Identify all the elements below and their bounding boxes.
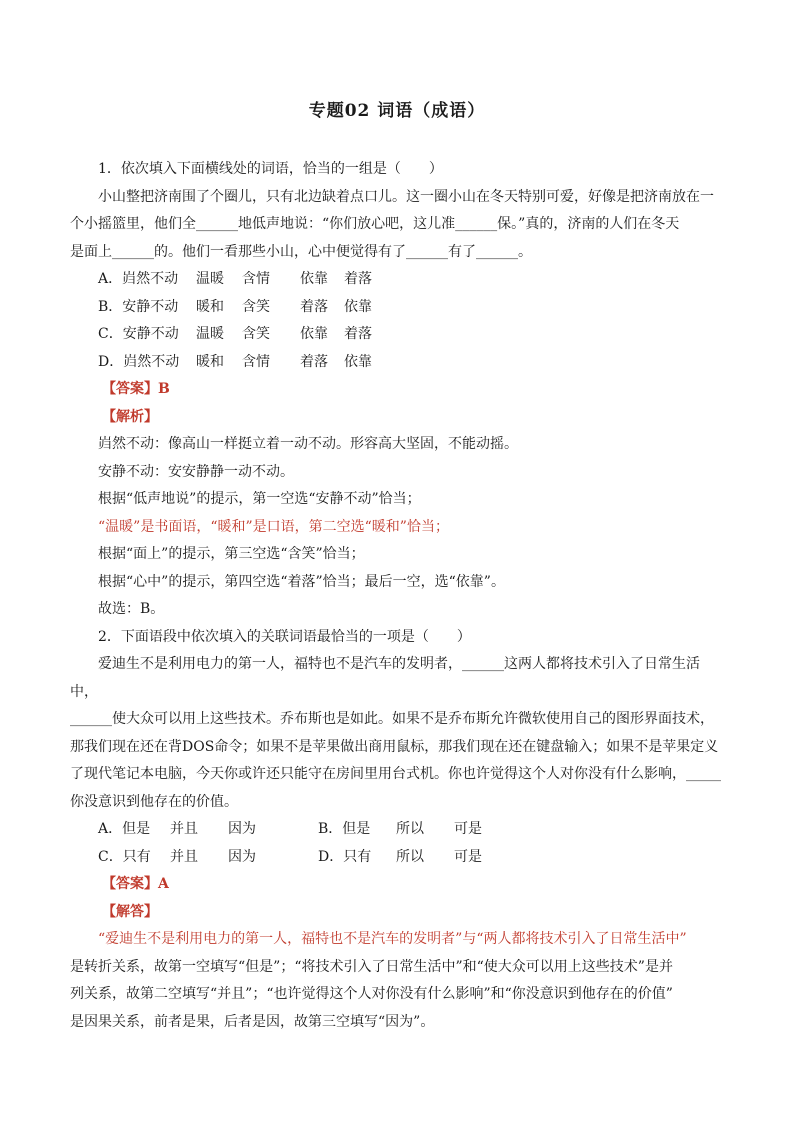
option-text: 着落 — [344, 326, 372, 342]
option-text: B．但是 — [318, 821, 371, 837]
option-text: 可是 — [454, 821, 482, 837]
page-title: 专题02 词语（成语） — [308, 101, 486, 121]
option-text: 依靠 — [300, 326, 328, 342]
question-2-passage-line: 中， — [70, 683, 98, 700]
option-text: 含笑 — [242, 326, 270, 342]
question-1-option-d — [70, 349, 730, 377]
question-2-options-row-1 — [70, 816, 730, 844]
question-2-passage-line: 了现代笔记本电脑，今天你或许还只能守在房间里用台式机。你也许觉得这个人对你没有什么影响，_____ — [70, 766, 721, 782]
analysis-line: 安静不动：安安静静一动不动。 — [98, 463, 294, 480]
option-text: 温暖 — [196, 326, 224, 342]
question-1-analysis — [70, 431, 730, 624]
option-text: D．只有 — [318, 848, 372, 865]
option-text: 暖和 — [196, 353, 224, 370]
option-text: 因为 — [228, 821, 256, 837]
question-1-passage-line: 是面上______的。他们一看那些小山，心中便觉得有了______有了______。 — [70, 243, 532, 260]
option-text: 依靠 — [344, 353, 372, 370]
analysis-line: 是因果关系，前者是果，后者是因，故第三空填写“因为”。 — [70, 1013, 435, 1030]
option-text: 所以 — [396, 821, 424, 837]
analysis-line: 列关系，故第二空填写“并且”；“也许觉得这个人对你没有什么影响”和“你没意识到他存在的价值” — [70, 986, 673, 1002]
question-1-option-b — [70, 294, 730, 322]
analysis-line: “爱迪生不是利用电力的第一人，福特也不是汽车的发明者”与“两人都将技术引入了日常生活中” — [98, 931, 687, 947]
question-1-stem: 1．依次填入下面横线处的词语，恰当的一组是（ ） — [98, 161, 443, 177]
option-text: D．岿然不动 — [98, 353, 180, 370]
question-1-option-c — [70, 321, 730, 349]
option-text: C．安静不动 — [98, 326, 179, 342]
option-text: 所以 — [396, 848, 424, 865]
option-text: A．但是 — [98, 821, 151, 837]
option-text: 着落 — [300, 298, 328, 315]
question-2-passage-line: ______使大众可以用上这些技术。乔布斯也是如此。如果不是乔布斯允许微软使用自己的图形界面技术， — [70, 711, 714, 727]
question-2-analysis — [70, 926, 730, 1036]
question-2-passage-line: 那我们现在还在背DOS命令；如果不是苹果做出商用鼠标，那我们现在还在键盘输入；如果不是苹果定义 — [70, 738, 719, 755]
analysis-line: 根据“面上”的提示，第三空选“含笑”恰当； — [98, 546, 365, 562]
analysis-line: 根据“低声地说”的提示，第一空选“安静不动”恰当； — [98, 491, 421, 507]
analysis-line: 根据“心中”的提示，第四空选“着落”恰当；最后一空，选“依靠”。 — [98, 573, 505, 590]
question-1-option-a — [70, 266, 730, 294]
question-1-passage-line: 个小摇篮里，他们全______地低声地说：“你们放心吧，这儿准______保。”真的，济南的人们在冬天 — [70, 216, 680, 232]
question-2-passage-line: 爱迪生不是利用电力的第一人，福特也不是汽车的发明者，______这两人都将技术引入了日常生活 — [98, 656, 700, 672]
option-text: 可是 — [454, 848, 482, 865]
option-text: C．只有 — [98, 848, 151, 865]
option-text: 温暖 — [196, 271, 224, 287]
analysis-line: “温暖”是书面语，“暖和”是口语，第二空选“暖和”恰当； — [98, 518, 449, 535]
question-2-passage-line: 你没意识到他存在的价值。 — [70, 793, 238, 810]
option-text: 因为 — [228, 848, 256, 865]
option-text: 并且 — [170, 848, 198, 865]
question-1-analysis-label: 【解析】 — [102, 408, 158, 425]
document-body — [70, 156, 730, 1036]
question-2-answer: 【答案】A — [102, 876, 169, 892]
analysis-line: 故选：B。 — [98, 601, 165, 617]
analysis-line: 是转折关系，故第一空填写“但是”；“将技术引入了日常生活中”和“使大众可以用上这些技术”是并 — [70, 958, 673, 975]
option-text: 依靠 — [344, 298, 372, 315]
question-2-stem: 2．下面语段中依次填入的关联词语最恰当的一项是（ ） — [98, 628, 471, 645]
option-text: 含笑 — [242, 298, 270, 315]
question-2-analysis-label: 【解答】 — [102, 903, 158, 920]
option-text: 依靠 — [300, 271, 328, 287]
question-1-answer: 【答案】B — [102, 381, 170, 397]
option-text: 着落 — [300, 353, 328, 370]
option-text: 着落 — [344, 271, 372, 287]
option-text: 含情 — [242, 353, 270, 370]
option-text: 暖和 — [196, 298, 224, 315]
question-1-passage-line: 小山整把济南围了个圈儿，只有北边缺着点口儿。这一圈小山在冬天特别可爱，好像是把济南放在一 — [98, 188, 714, 205]
option-text: B．安静不动 — [98, 298, 179, 315]
question-2-options-row-2 — [70, 844, 730, 872]
option-text: 含情 — [242, 271, 270, 287]
analysis-line: 岿然不动：像高山一样挺立着一动不动。形容高大坚固，不能动摇。 — [98, 436, 518, 452]
option-text: A．岿然不动 — [98, 271, 179, 287]
option-text: 并且 — [170, 821, 198, 837]
